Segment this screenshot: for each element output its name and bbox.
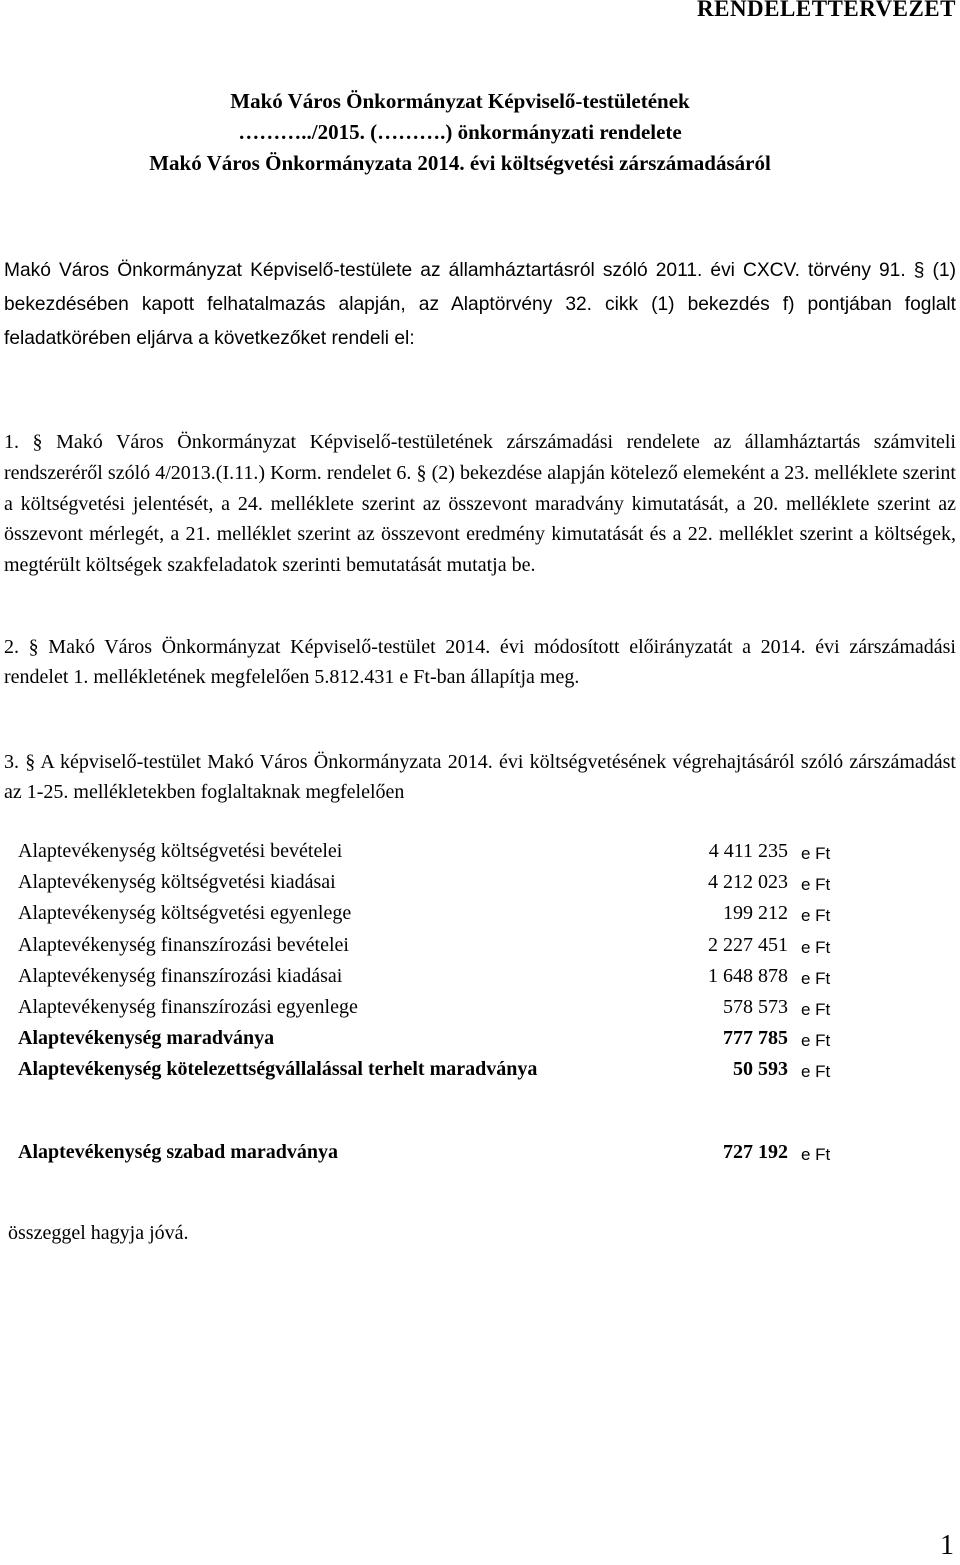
row-label: Alaptevékenység költségvetési egyenlege <box>18 902 352 925</box>
section-1-paragraph: 1. § Makó Város Önkormányzat Képviselő-testületének zárszámadási rendelete az államháztartás számviteli rendszeréről szóló 4/2013.(I.11.) Korm. rendelet 6. § (2) bekezdése alapján kötelező elemeként a 23. melléklete szerint a költségvetési jelentését, a 24. melléklete szerint az összevont maradvány kimutatását, a 20. melléklete szerint az összevont mérlegét, a 21. melléklet szerint az összevont eredmény kimutatását és a 22. melléklet szerint a költségek, megtérült költségek szakfeladatok szerinti bemutatását mutatja be. <box>4 431 956 577</box>
row-value: 727 192 <box>723 1141 788 1164</box>
row-label: Alaptevékenység maradványa <box>18 1027 275 1050</box>
row-label: Alaptevékenység finanszírozási egyenlege <box>18 995 358 1018</box>
preamble-paragraph: Makó Város Önkormányzat Képviselő-testülete az államháztartásról szóló 2011. évi CXCV. törvény 91. § (1) bekezdésében kapott felhatalmazás alapján, az Alaptörvény 32. cikk (1) bekezdés f) pontjában foglalt feladatkörében eljárva a következőket rendeli el: <box>4 260 956 349</box>
document-title <box>0 86 960 179</box>
row-unit: e Ft <box>801 999 831 1019</box>
title-line-2: ………../2015. (……….) önkormányzati rendelete <box>238 120 682 144</box>
table-row <box>18 1137 848 1168</box>
row-unit: e Ft <box>801 937 831 957</box>
table-row <box>18 1023 848 1054</box>
row-unit: e Ft <box>801 968 831 988</box>
table-row <box>18 961 848 992</box>
row-unit: e Ft <box>801 1062 831 1082</box>
row-label: Alaptevékenység finanszírozási bevételei <box>18 933 349 956</box>
financial-summary-table <box>18 836 848 1169</box>
row-value: 777 785 <box>723 1027 788 1050</box>
row-value: 199 212 <box>723 902 788 925</box>
row-label: Alaptevékenység költségvetési kiadásai <box>18 871 336 894</box>
page-number: 1 <box>940 1530 954 1561</box>
table-row <box>18 992 848 1023</box>
table-row <box>18 1054 848 1137</box>
title-line-3: Makó Város Önkormányzata 2014. évi költségvetési zárszámadásáról <box>149 151 771 175</box>
row-label: Alaptevékenység kötelezettségvállalással terhelt maradványa <box>18 1058 538 1081</box>
row-value: 50 593 <box>733 1058 788 1081</box>
table-row <box>18 867 848 898</box>
row-value: 1 648 878 <box>708 964 788 987</box>
row-unit: e Ft <box>801 875 831 895</box>
row-value: 4 411 235 <box>708 840 788 862</box>
row-value: 4 212 023 <box>708 871 788 894</box>
section-2-paragraph: 2. § Makó Város Önkormányzat Képviselő-testület 2014. évi módosított előirányzatát a 2014. évi zárszámadási rendelet 1. mellékletének megfelelően 5.812.431 e Ft-ban állapítja meg. <box>4 636 956 688</box>
row-unit: e Ft <box>801 906 831 926</box>
row-label: Alaptevékenység finanszírozási kiadásai <box>18 964 343 987</box>
table-row <box>18 930 848 961</box>
row-label: Alaptevékenység szabad maradványa <box>18 1141 339 1164</box>
table-row <box>18 898 848 929</box>
row-unit: e Ft <box>801 1145 831 1165</box>
row-unit: e Ft <box>801 844 831 863</box>
row-unit: e Ft <box>801 1031 831 1051</box>
closing-text: összeggel hagyja jóvá. <box>8 1222 189 1244</box>
title-line-1: Makó Város Önkormányzat Képviselő-testületének <box>230 89 690 113</box>
row-value: 578 573 <box>723 995 788 1018</box>
row-value: 2 227 451 <box>708 933 788 956</box>
draft-header-tag: RENDELETTERVEZET <box>697 0 956 21</box>
table-row <box>18 836 848 867</box>
section-3-paragraph: 3. § A képviselő-testület Makó Város Önkormányzata 2014. évi költségvetésének végrehajtásáról szóló zárszámadást az 1-25. mellékletekben foglaltaknak megfelelően <box>4 751 956 803</box>
row-label: Alaptevékenység költségvetési bevételei <box>18 840 343 862</box>
